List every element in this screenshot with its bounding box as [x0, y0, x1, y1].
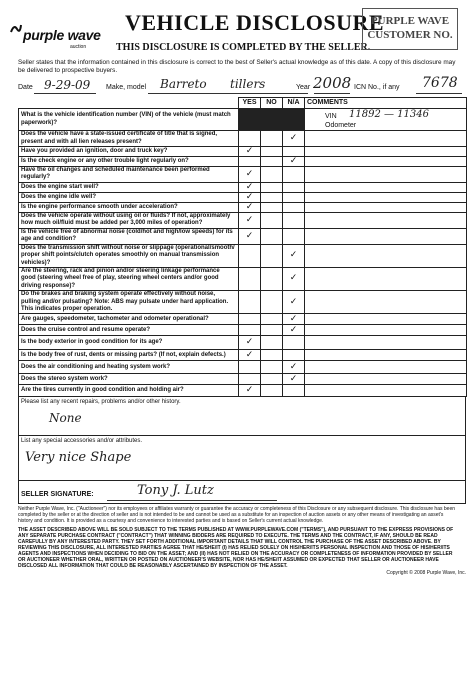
table-row — [19, 374, 467, 385]
make-label: Make, model — [106, 84, 147, 91]
no-checkbox[interactable] — [261, 202, 283, 212]
comment-cell[interactable] — [305, 268, 467, 291]
table-row — [19, 202, 467, 212]
comment-cell[interactable] — [305, 350, 467, 361]
na-checkbox[interactable] — [283, 350, 305, 361]
checkmark-icon: ✓ — [289, 155, 298, 166]
wave-logo-icon — [10, 22, 22, 36]
year-label: Year — [296, 84, 311, 91]
yes-checkbox[interactable] — [239, 268, 261, 291]
yes-header: YES — [239, 98, 261, 109]
customer-stamp — [362, 8, 458, 50]
yes-checkbox[interactable] — [239, 325, 261, 336]
table-row — [19, 244, 467, 267]
checkmark-icon: ✓ — [245, 214, 254, 225]
comment-cell[interactable] — [305, 228, 467, 244]
checkmark-icon: ✓ — [245, 181, 254, 192]
yes-checkbox[interactable] — [239, 212, 261, 228]
checkmark-icon: ✓ — [245, 201, 254, 212]
question-text: Is the body free of rust, dents or missing parts? (If not, explain defects.) — [19, 350, 239, 361]
checkmark-icon: ✓ — [289, 296, 298, 307]
no-checkbox[interactable] — [261, 244, 283, 267]
accessories-label: List any special accessories and/or attributes. — [21, 438, 143, 444]
comment-cell[interactable] — [305, 147, 467, 157]
no-checkbox[interactable] — [261, 167, 283, 183]
repairs-label: Please list any recent repairs, problems and/or other history. — [21, 399, 181, 405]
comment-cell[interactable] — [305, 291, 467, 314]
brand-name: purple wave — [23, 27, 101, 43]
stamp-line-2: CUSTOMER NO. — [367, 29, 453, 41]
yes-checkbox[interactable] — [239, 228, 261, 244]
no-checkbox[interactable] — [261, 212, 283, 228]
question-text: Does the cruise control and resume operate? — [19, 325, 239, 336]
na-checkbox[interactable] — [283, 228, 305, 244]
checkmark-icon: ✓ — [245, 230, 254, 241]
brand-sub: auction — [70, 44, 87, 50]
question-text: Does the vehicle have a state-issued certificate of title that is signed, present and with all lien releases present? — [19, 131, 239, 147]
comment-cell[interactable] — [305, 202, 467, 212]
page-subtitle: THIS DISCLOSURE IS COMPLETED BY THE SELLER. — [116, 42, 371, 53]
comment-cell[interactable] — [305, 314, 467, 325]
no-checkbox[interactable] — [261, 182, 283, 192]
checkmark-icon: ✓ — [245, 191, 254, 202]
comment-cell[interactable] — [305, 157, 467, 167]
question-text: Are the steering, rack and pinion and/or steering linkage performance good (steering wheel free of play, steering wheel centers and/or good driving response)? — [19, 268, 239, 291]
yes-checkbox[interactable] — [239, 109, 261, 131]
year-value[interactable]: 2008 — [313, 74, 352, 92]
checkmark-icon: ✓ — [245, 349, 254, 360]
table-row — [19, 336, 467, 350]
no-checkbox[interactable] — [261, 192, 283, 202]
signature-label: SELLER SIGNATURE: — [21, 491, 94, 498]
stamp-line-1: PURPLE WAVE — [370, 15, 450, 27]
no-checkbox[interactable] — [261, 336, 283, 350]
na-checkbox[interactable] — [283, 291, 305, 314]
comment-cell[interactable] — [305, 131, 467, 147]
model-value[interactable]: tillers — [230, 77, 266, 91]
checkmark-icon: ✓ — [245, 145, 254, 156]
date-label: Date — [18, 84, 33, 91]
na-checkbox[interactable] — [283, 244, 305, 267]
yes-checkbox[interactable] — [239, 167, 261, 183]
na-checkbox[interactable] — [283, 374, 305, 385]
question-text: Are the tires currently in good condition and holding air? — [19, 385, 239, 397]
no-checkbox[interactable] — [261, 131, 283, 147]
checkmark-icon: ✓ — [245, 385, 254, 396]
question-text: Do the brakes and braking system operate effectively without noise, pulling and/or pulsating? Note: ABS may pulsate under hard application. This indicates proper operation. — [19, 291, 239, 314]
table-row — [19, 291, 467, 314]
table-row — [19, 385, 467, 397]
seller-statement: Seller states that the information contained in this disclosure is correct to the best of Seller's actual knowledge as of this date. A copy of this disclosure may be delivered to prospective buyers. — [18, 59, 456, 74]
purple-wave-logo — [10, 20, 105, 60]
checkmark-icon: ✓ — [289, 313, 298, 324]
comment-cell[interactable] — [305, 374, 467, 385]
comments-header: COMMENTS — [305, 98, 467, 109]
na-checkbox[interactable] — [283, 325, 305, 336]
na-checkbox[interactable] — [283, 314, 305, 325]
comment-cell[interactable] — [305, 167, 467, 183]
repairs-value[interactable]: None — [49, 411, 82, 425]
checkmark-icon: ✓ — [289, 250, 298, 261]
no-checkbox[interactable] — [261, 268, 283, 291]
comment-cell[interactable] — [305, 192, 467, 202]
no-checkbox[interactable] — [261, 109, 283, 131]
checkmark-icon: ✓ — [289, 373, 298, 384]
na-checkbox[interactable] — [283, 268, 305, 291]
yes-checkbox[interactable] — [239, 244, 261, 267]
checkmark-icon: ✓ — [289, 132, 298, 143]
checkmark-icon: ✓ — [289, 324, 298, 335]
yes-checkbox[interactable] — [239, 385, 261, 397]
question-text: Does the stereo system work? — [19, 374, 239, 385]
table-row — [19, 325, 467, 336]
signature-value[interactable]: Tony J. Lutz — [137, 483, 214, 498]
no-checkbox[interactable] — [261, 385, 283, 397]
accessories-value[interactable]: Very nice Shape — [25, 450, 132, 465]
na-checkbox[interactable] — [283, 182, 305, 192]
table-row — [19, 182, 467, 192]
comment-cell[interactable] — [305, 244, 467, 267]
question-text: Is the body exterior in good condition for its age? — [19, 336, 239, 350]
question-text: Does the engine start well? — [19, 182, 239, 192]
yes-checkbox[interactable] — [239, 147, 261, 157]
table-row — [19, 268, 467, 291]
na-checkbox[interactable] — [283, 157, 305, 167]
table-row — [19, 212, 467, 228]
na-checkbox[interactable] — [283, 131, 305, 147]
question-text: Are gauges, speedometer, tachometer and odometer operational? — [19, 314, 239, 325]
yes-checkbox[interactable] — [239, 336, 261, 350]
yes-checkbox[interactable] — [239, 314, 261, 325]
page-title: VEHICLE DISCLOSURE — [125, 10, 385, 35]
question-text: Is the vehicle free of abnormal noise (cold/hot and high/low speeds) for its age and condition? — [19, 228, 239, 244]
na-checkbox[interactable] — [283, 336, 305, 350]
no-checkbox[interactable] — [261, 325, 283, 336]
copyright: Copyright © 2008 Purple Wave, Inc. — [386, 570, 466, 576]
no-checkbox[interactable] — [261, 374, 283, 385]
yes-checkbox[interactable] — [239, 350, 261, 361]
comment-cell[interactable] — [305, 361, 467, 374]
table-row — [19, 157, 467, 167]
question-text: Does the engine idle well? — [19, 192, 239, 202]
comment-cell[interactable] — [305, 182, 467, 192]
na-checkbox[interactable] — [283, 385, 305, 397]
yes-checkbox[interactable] — [239, 131, 261, 147]
vin-block — [325, 110, 465, 130]
na-checkbox[interactable] — [283, 109, 305, 131]
odometer-label: Odometer — [325, 122, 357, 129]
na-header: N/A — [283, 98, 305, 109]
checkmark-icon: ✓ — [245, 337, 254, 348]
yes-checkbox[interactable] — [239, 361, 261, 374]
question-text: Is the check engine or any other trouble light regularly on? — [19, 157, 239, 167]
date-value[interactable]: 9-29-09 — [44, 78, 91, 92]
checkmark-icon: ✓ — [289, 361, 298, 372]
vin-value[interactable]: 11892 — 11346 — [349, 109, 429, 120]
question-text: Does the air conditioning and heating system work? — [19, 361, 239, 374]
yes-checkbox[interactable] — [239, 291, 261, 314]
icn-value[interactable]: 7678 — [422, 75, 458, 91]
question-text: What is the vehicle identification number (VIN) of the vehicle (must match paperwork)? — [19, 109, 239, 131]
make-value[interactable]: Barreto — [160, 77, 207, 91]
yes-checkbox[interactable] — [239, 202, 261, 212]
no-checkbox[interactable] — [261, 350, 283, 361]
comment-cell[interactable] — [305, 385, 467, 397]
no-checkbox[interactable] — [261, 157, 283, 167]
na-checkbox[interactable] — [283, 202, 305, 212]
checkmark-icon: ✓ — [289, 273, 298, 284]
question-text: Does the transmission shift without noise or slippage (operational/smooth/ proper shift points/clutch operates smoothly on manual transmission vehicles)? — [19, 244, 239, 267]
no-checkbox[interactable] — [261, 228, 283, 244]
no-header: NO — [261, 98, 283, 109]
comment-cell[interactable] — [305, 336, 467, 350]
table-row — [19, 167, 467, 183]
yes-checkbox[interactable] — [239, 157, 261, 167]
table-row — [19, 361, 467, 374]
na-checkbox[interactable] — [283, 167, 305, 183]
question-text: Does the vehicle operate without using oil or fluids? If not, approximately how much oil/fluid must be added per 3,000 miles of operation? — [19, 212, 239, 228]
no-checkbox[interactable] — [261, 147, 283, 157]
no-checkbox[interactable] — [261, 314, 283, 325]
no-checkbox[interactable] — [261, 361, 283, 374]
disclosure-table — [18, 97, 467, 397]
table-row — [19, 350, 467, 361]
na-checkbox[interactable] — [283, 212, 305, 228]
yes-checkbox[interactable] — [239, 374, 261, 385]
table-row — [19, 192, 467, 202]
no-checkbox[interactable] — [261, 291, 283, 314]
comment-cell[interactable] — [305, 325, 467, 336]
question-text: Have you provided an ignition, door and truck key? — [19, 147, 239, 157]
table-row — [19, 314, 467, 325]
table-row — [19, 228, 467, 244]
disclaimer-2: THE ASSET DESCRIBED ABOVE WILL BE SOLD SUBJECT TO THE TERMS PUBLISHED AT WWW.PURPLEWAVE.COM ("TERMS"), AND PURSUANT TO THE EXPRESS PROVISIONS OF ANY SEPARATE PURCHASE CONTRACT ("CONTRACT") THAT WINNING BIDDERS ARE REQUIRED TO EXECUTE. THE TERMS AND THE CONTRACT, IF ANY, SHOULD BE READ CAREFULLY BY ANY INTERESTED PARTY. THEY SET FORTH ADDITIONAL IMPORTANT DETAILS THAT WILL CONTROL THE PURCHASE OF THE ASSET DESCRIBED ABOVE. BY REVIEWING THIS DISCLOSURE, ALL INTERESTED PARTIES AGREE THAT HE/SHE/IT (I) HAS RELIED SOLELY ON HIS/HER/ITS PERSONAL INSPECTION AND THOSE OF HIS/HER/ITS AGENTS AND INSPECTIONS WHEN DECIDING TO BID ON THE ASSET; AND (II) HAS NOT RELIED ON THE ACCURACY OR COMPLETENESS OF INFORMATION PROVIDED BY SELLER OR AUCTIONEER WHETHER ORAL, WRITTEN OR POSTED ON AUCTIONEER'S WEBSITE, NOR HAS HE/SHE/IT ASSUMED OR EXPECTED THAT SELLER OR AUCTIONEER HAVE DISCLOSED ALL INFORMATION THAT COULD BE REASONABLY ASCERTAINED BY INSPECTION OF THE ASSET. — [18, 527, 454, 569]
icn-label: ICN No., if any — [354, 84, 400, 91]
vin-label: VIN — [325, 113, 337, 120]
table-row — [19, 131, 467, 147]
table-row — [19, 147, 467, 157]
checkmark-icon: ✓ — [245, 168, 254, 179]
question-text: Have the oil changes and scheduled maintenance been performed regularly? — [19, 167, 239, 183]
question-text: Is the engine performance smooth under acceleration? — [19, 202, 239, 212]
comment-cell[interactable] — [305, 212, 467, 228]
na-checkbox[interactable] — [283, 192, 305, 202]
bottom-section — [18, 397, 466, 576]
disclaimer-1: Neither Purple Wave, Inc. ("Auctioneer") nor its employees or affiliates warranty or guarantee the accuracy or completeness of this Disclosure or any subsequent disclosure. This disclosure has been completed by the seller or at the direction of seller and is not intended to be and cannot be used as a substitute for an inspection of auction assets or any other means of investigating an asset's history and condition. It is provided as a courtesy and convenience to interested parties and is based on Seller's current actual knowledge. — [18, 506, 456, 524]
na-checkbox[interactable] — [283, 361, 305, 374]
